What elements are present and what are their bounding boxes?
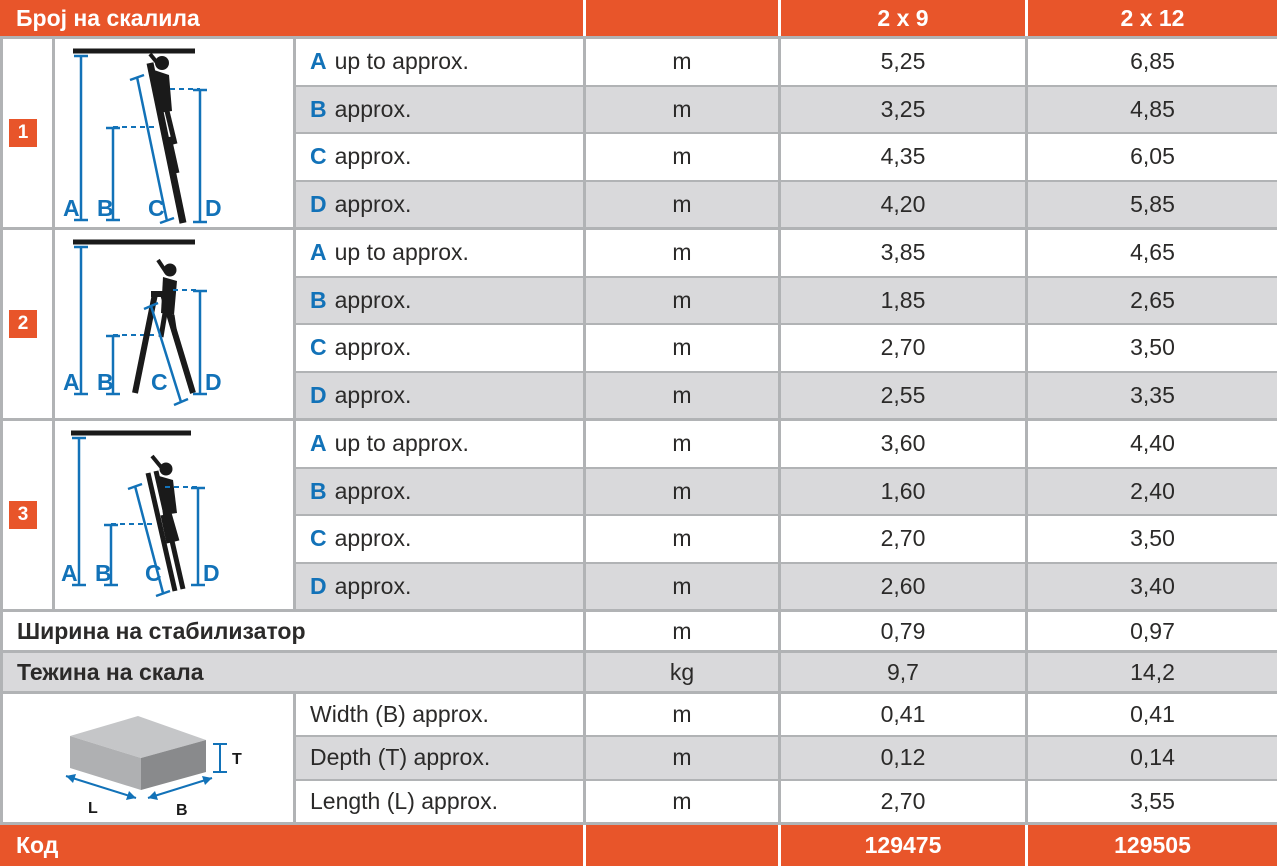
unit-cell: m <box>586 278 781 324</box>
spec-row <box>296 39 1277 85</box>
value-2x12: 4,65 <box>1130 239 1175 266</box>
measure-letter-d: D <box>203 560 220 586</box>
value-2x12: 3,55 <box>1130 787 1175 814</box>
section-rows <box>296 230 1277 418</box>
spec-row <box>296 276 1277 324</box>
package-row <box>296 735 1277 778</box>
unit-cell: m <box>586 39 781 85</box>
unit-cell: m <box>586 87 781 133</box>
measure-letter-b: B <box>97 369 114 395</box>
value-2x9: 2,55 <box>781 373 1028 419</box>
package-row-label: Depth (T) approx. <box>296 737 586 778</box>
row-letter: C <box>310 143 327 170</box>
value-2x9: 9,7 <box>781 653 1028 691</box>
row-label-text: approx. <box>334 381 412 408</box>
spec-row <box>296 180 1277 228</box>
measure-letter-b: B <box>97 195 114 221</box>
ladder-weight-row <box>0 653 1277 691</box>
spec-row <box>296 132 1277 180</box>
row-label-text: approx. <box>334 190 412 217</box>
spec-row <box>296 467 1277 515</box>
unit-cell: m <box>586 612 781 650</box>
row-label <box>296 87 586 133</box>
measure-letter-a: A <box>63 369 80 395</box>
value-2x9: 0,41 <box>781 694 1028 735</box>
measure-letter-a: A <box>63 195 80 221</box>
unit-cell: m <box>586 182 781 228</box>
value-2x9: 3,85 <box>781 230 1028 276</box>
row-letter: A <box>310 239 327 266</box>
leaning-ladder-diagram-cell <box>55 39 296 227</box>
package-box-icon <box>28 696 268 820</box>
value-2x12: 0,41 <box>1130 701 1175 728</box>
double-ladder-icon <box>55 421 293 609</box>
value-2x9: 0,12 <box>781 737 1028 778</box>
package-rows <box>296 694 1277 822</box>
value-2x12: 3,50 <box>1130 525 1175 552</box>
value-2x9: 3,25 <box>781 87 1028 133</box>
dimension-letter-b: B <box>176 802 188 819</box>
row-letter: B <box>310 477 327 504</box>
section-rows <box>296 39 1277 227</box>
header-size-2x12: 2 x 12 <box>1028 0 1277 36</box>
spec-row <box>296 514 1277 562</box>
value-2x9: 1,85 <box>781 278 1028 324</box>
ladder-weight-label: Тежина на скала <box>3 653 586 691</box>
unit-cell: kg <box>586 653 781 691</box>
value-2x9: 2,60 <box>781 564 1028 610</box>
value-2x12: 3,50 <box>1130 334 1175 361</box>
package-box-diagram-cell <box>3 694 296 822</box>
row-label <box>296 469 586 515</box>
section-number-badge: 1 <box>9 119 37 147</box>
package-row <box>296 694 1277 735</box>
row-label <box>296 182 586 228</box>
row-label-text: approx. <box>334 525 412 552</box>
row-label-text: approx. <box>334 334 412 361</box>
value-2x9: 1,60 <box>781 469 1028 515</box>
dimension-letter-t: T <box>232 751 242 768</box>
section-number-badge: 3 <box>9 501 37 529</box>
row-label <box>296 421 586 467</box>
value-2x9: 2,70 <box>781 325 1028 371</box>
package-row <box>296 779 1277 822</box>
measure-letter-b: B <box>95 560 112 586</box>
row-label <box>296 230 586 276</box>
header-size-2x9: 2 x 9 <box>781 0 1025 36</box>
stepladder-diagram-cell <box>55 230 296 418</box>
measure-letter-c: C <box>148 195 165 221</box>
value-2x12: 5,85 <box>1130 190 1175 217</box>
value-2x9: 5,25 <box>781 39 1028 85</box>
unit-cell: m <box>586 564 781 610</box>
value-2x12: 0,14 <box>1130 744 1175 771</box>
row-label <box>296 134 586 180</box>
section-marker-cell <box>3 230 55 418</box>
value-2x12: 0,97 <box>1130 617 1175 644</box>
value-2x12: 3,40 <box>1130 572 1175 599</box>
row-letter: A <box>310 430 327 457</box>
code-unit-spacer <box>586 825 778 866</box>
value-2x12: 4,40 <box>1130 430 1175 457</box>
unit-cell: m <box>586 694 781 735</box>
value-2x12: 2,65 <box>1130 286 1175 313</box>
table-title: Број на скалила <box>0 0 583 36</box>
measure-letter-d: D <box>205 369 222 395</box>
section-package-dimensions <box>0 694 1277 822</box>
unit-cell: m <box>586 373 781 419</box>
code-2x9: 129475 <box>781 825 1025 866</box>
code-row <box>0 825 1277 866</box>
unit-cell: m <box>586 230 781 276</box>
stepladder-icon <box>55 230 293 418</box>
code-label: Код <box>0 825 583 866</box>
row-label <box>296 325 586 371</box>
row-letter: B <box>310 286 327 313</box>
package-row-label: Width (B) approx. <box>296 694 586 735</box>
measure-letter-a: A <box>61 560 78 586</box>
stabilizer-width-row <box>0 612 1277 650</box>
unit-cell: m <box>586 469 781 515</box>
spec-row <box>296 230 1277 276</box>
row-label <box>296 278 586 324</box>
code-2x12: 129505 <box>1028 825 1277 866</box>
table-header-row <box>0 0 1277 36</box>
row-letter: B <box>310 95 327 122</box>
row-label <box>296 516 586 562</box>
value-2x9: 3,60 <box>781 421 1028 467</box>
unit-cell: m <box>586 134 781 180</box>
unit-cell: m <box>586 781 781 822</box>
section-leaning-ladder <box>0 39 1277 227</box>
row-label <box>296 373 586 419</box>
row-letter: D <box>310 572 327 599</box>
spec-row <box>296 371 1277 419</box>
value-2x9: 2,70 <box>781 516 1028 562</box>
section-marker-cell <box>3 39 55 227</box>
measure-letter-c: C <box>151 369 168 395</box>
section-number-badge: 2 <box>9 310 37 338</box>
section-rows <box>296 421 1277 609</box>
spec-row <box>296 323 1277 371</box>
unit-cell: m <box>586 421 781 467</box>
row-label-text: up to approx. <box>334 430 469 457</box>
value-2x12: 2,40 <box>1130 477 1175 504</box>
section-marker-cell <box>3 421 55 609</box>
unit-cell: m <box>586 325 781 371</box>
section-stepladder <box>0 230 1277 418</box>
value-2x12: 14,2 <box>1130 658 1175 685</box>
row-letter: D <box>310 190 327 217</box>
value-2x12: 3,35 <box>1130 381 1175 408</box>
measure-letter-d: D <box>205 195 222 221</box>
measure-letter-c: C <box>145 560 162 586</box>
row-label-text: approx. <box>334 95 412 122</box>
spec-row <box>296 421 1277 467</box>
header-unit-spacer <box>586 0 778 36</box>
value-2x9: 4,35 <box>781 134 1028 180</box>
stabilizer-width-label: Ширина на стабилизатор <box>3 612 586 650</box>
dimension-letter-l: L <box>88 800 98 817</box>
value-2x12: 6,85 <box>1130 48 1175 75</box>
row-label-text: approx. <box>334 572 412 599</box>
double-ladder-diagram-cell <box>55 421 296 609</box>
row-label <box>296 39 586 85</box>
value-2x9: 2,70 <box>781 781 1028 822</box>
row-label-text: up to approx. <box>334 239 469 266</box>
value-2x9: 0,79 <box>781 612 1028 650</box>
value-2x12: 6,05 <box>1130 143 1175 170</box>
row-label-text: up to approx. <box>334 48 469 75</box>
row-label-text: approx. <box>334 143 412 170</box>
row-letter: D <box>310 381 327 408</box>
package-row-label: Length (L) approx. <box>296 781 586 822</box>
spec-row <box>296 562 1277 610</box>
unit-cell: m <box>586 516 781 562</box>
spec-row <box>296 85 1277 133</box>
row-label-text: approx. <box>334 477 412 504</box>
row-letter: C <box>310 334 327 361</box>
row-label-text: approx. <box>334 286 412 313</box>
value-2x9: 4,20 <box>781 182 1028 228</box>
unit-cell: m <box>586 737 781 778</box>
value-2x12: 4,85 <box>1130 95 1175 122</box>
leaning-ladder-icon <box>55 39 293 227</box>
row-label <box>296 564 586 610</box>
section-double-ladder <box>0 421 1277 609</box>
row-letter: A <box>310 48 327 75</box>
row-letter: C <box>310 525 327 552</box>
